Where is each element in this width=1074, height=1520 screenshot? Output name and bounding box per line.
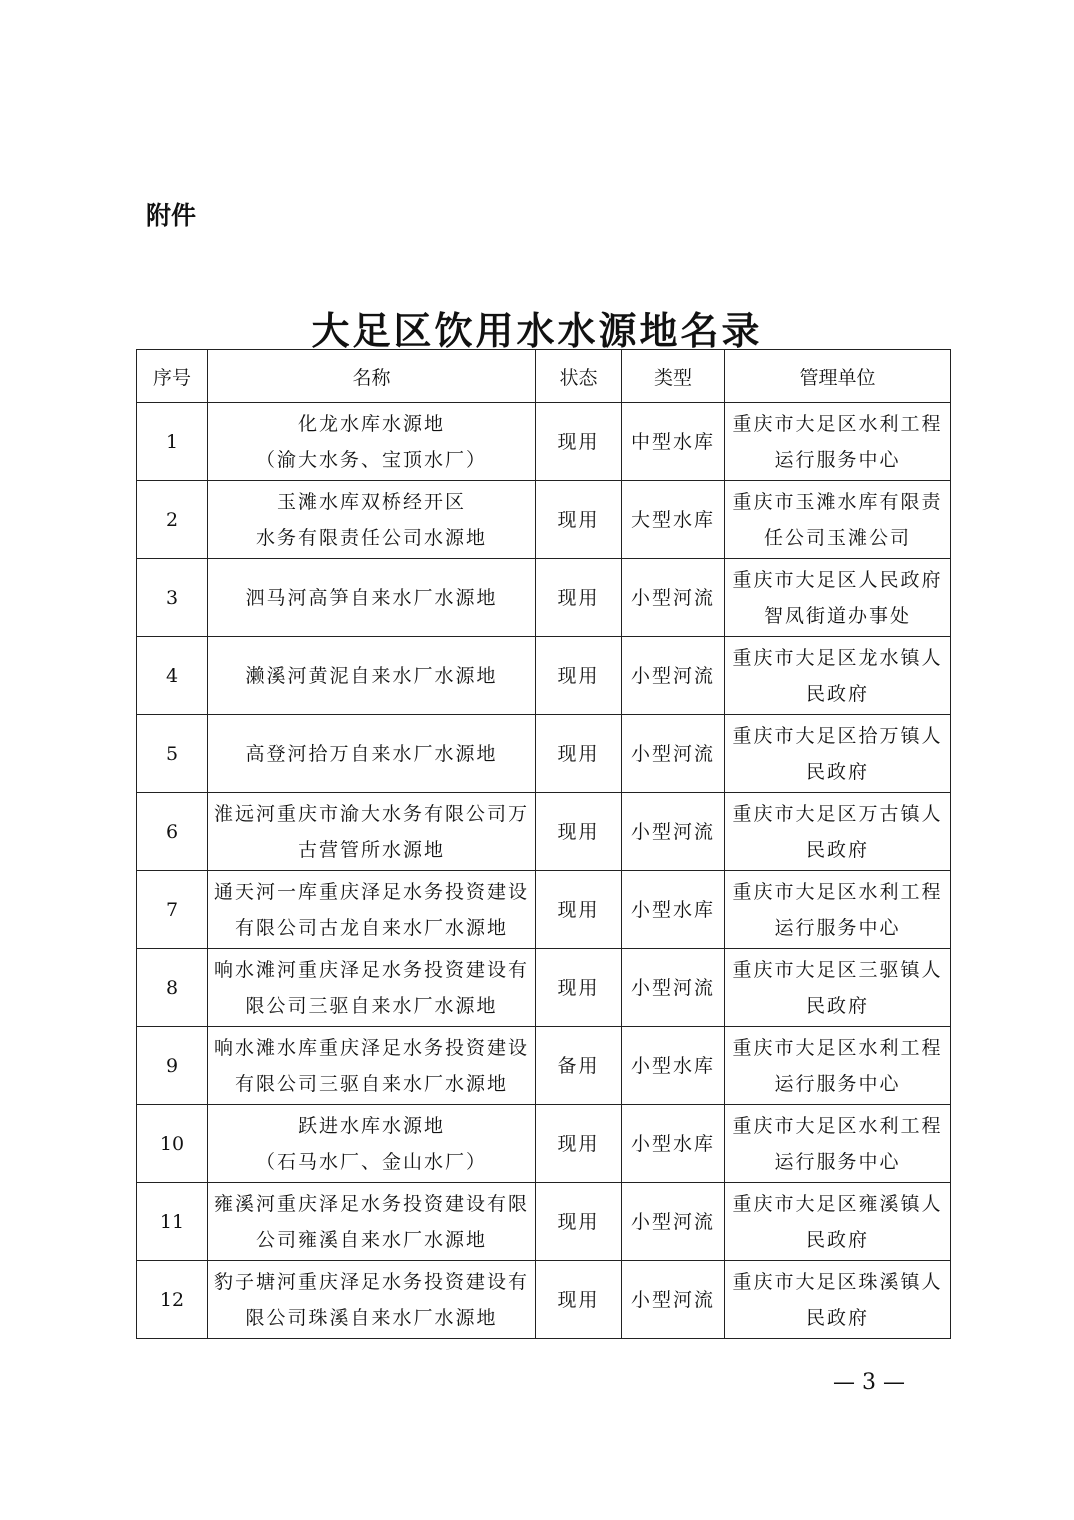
unit-line: 民政府 [805, 1228, 869, 1251]
cell-status: 现用 [536, 403, 622, 481]
cell-index: 6 [137, 793, 208, 871]
cell-status: 现用 [536, 481, 622, 559]
cell-management-unit [725, 793, 951, 871]
cell-status: 备用 [536, 1027, 622, 1105]
name-line: 泗马河高笋自来水厂水源地 [245, 586, 498, 609]
cell-name [208, 637, 536, 715]
cell-name [208, 1183, 536, 1261]
table-row [137, 1027, 951, 1105]
cell-index: 3 [137, 559, 208, 637]
unit-line: 运行服务中心 [774, 1072, 901, 1095]
cell-management-unit [725, 949, 951, 1027]
unit-line: 民政府 [805, 682, 869, 705]
header-type: 类型 [622, 350, 725, 403]
unit-line: 运行服务中心 [774, 916, 901, 939]
cell-management-unit [725, 1105, 951, 1183]
name-line: 有限公司古龙自来水厂水源地 [234, 916, 508, 939]
unit-line: 民政府 [805, 838, 869, 861]
unit-line: 重庆市大足区人民政府 [732, 568, 943, 591]
table-row [137, 949, 951, 1027]
cell-management-unit [725, 871, 951, 949]
cell-index: 8 [137, 949, 208, 1027]
cell-type: 小型水库 [622, 871, 725, 949]
cell-type: 小型河流 [622, 793, 725, 871]
cell-management-unit [725, 715, 951, 793]
cell-status: 现用 [536, 949, 622, 1027]
name-line: 公司雍溪自来水厂水源地 [255, 1228, 487, 1251]
name-line: 淮远河重庆市渝大水务有限公司万 [213, 802, 529, 825]
cell-type: 中型水库 [622, 403, 725, 481]
unit-line: 重庆市大足区水利工程 [732, 880, 943, 903]
cell-management-unit [725, 1027, 951, 1105]
cell-name [208, 1261, 536, 1339]
cell-management-unit [725, 637, 951, 715]
unit-line: 重庆市大足区水利工程 [732, 1114, 943, 1137]
cell-name [208, 481, 536, 559]
cell-name [208, 871, 536, 949]
cell-management-unit [725, 1261, 951, 1339]
cell-type: 小型水库 [622, 1027, 725, 1105]
cell-type: 小型河流 [622, 1261, 725, 1339]
name-line: （渝大水务、宝顶水厂） [255, 448, 487, 471]
name-line: 限公司珠溪自来水厂水源地 [245, 1306, 498, 1329]
unit-line: 民政府 [805, 994, 869, 1017]
table-row [137, 1105, 951, 1183]
name-line: 化龙水库水源地 [297, 412, 445, 435]
cell-index: 7 [137, 871, 208, 949]
cell-management-unit [725, 1183, 951, 1261]
cell-index: 5 [137, 715, 208, 793]
cell-management-unit [725, 559, 951, 637]
cell-type: 小型河流 [622, 637, 725, 715]
cell-management-unit [725, 403, 951, 481]
name-line: 濑溪河黄泥自来水厂水源地 [245, 664, 498, 687]
header-status: 状态 [536, 350, 622, 403]
cell-name [208, 715, 536, 793]
name-line: 雍溪河重庆泽足水务投资建设有限 [213, 1192, 529, 1215]
name-line: （石马水厂、金山水厂） [255, 1150, 487, 1173]
cell-index: 11 [137, 1183, 208, 1261]
cell-type: 小型河流 [622, 1183, 725, 1261]
unit-line: 重庆市大足区水利工程 [732, 1036, 943, 1059]
cell-name [208, 793, 536, 871]
table-row [137, 1183, 951, 1261]
cell-status: 现用 [536, 637, 622, 715]
name-line: 有限公司三驱自来水厂水源地 [234, 1072, 508, 1095]
cell-status: 现用 [536, 715, 622, 793]
name-line: 响水滩水库重庆泽足水务投资建设 [213, 1036, 529, 1059]
unit-line: 任公司玉滩公司 [763, 526, 911, 549]
unit-line: 重庆市大足区万古镇人 [732, 802, 943, 825]
table-row [137, 403, 951, 481]
cell-name [208, 559, 536, 637]
unit-line: 运行服务中心 [774, 448, 901, 471]
cell-type: 大型水库 [622, 481, 725, 559]
table-header-row [137, 350, 951, 403]
header-index: 序号 [137, 350, 208, 403]
cell-type: 小型河流 [622, 949, 725, 1027]
table-row [137, 871, 951, 949]
table-body [137, 403, 951, 1339]
cell-status: 现用 [536, 1261, 622, 1339]
cell-status: 现用 [536, 1105, 622, 1183]
table-row [137, 715, 951, 793]
name-line: 豹子塘河重庆泽足水务投资建设有 [213, 1270, 529, 1293]
name-line: 水务有限责任公司水源地 [255, 526, 487, 549]
name-line: 高登河拾万自来水厂水源地 [245, 742, 498, 765]
cell-management-unit [725, 481, 951, 559]
table-row [137, 1261, 951, 1339]
document-title: 大足区饮用水水源地名录 [311, 308, 763, 353]
unit-line: 重庆市大足区龙水镇人 [732, 646, 943, 669]
page-number: — 3 — [833, 1370, 905, 1395]
header-management-unit: 管理单位 [725, 350, 951, 403]
unit-line: 重庆市大足区水利工程 [732, 412, 943, 435]
unit-line: 智凤街道办事处 [763, 604, 911, 627]
attachment-label: 附件 [146, 201, 197, 230]
cell-type: 小型河流 [622, 715, 725, 793]
cell-status: 现用 [536, 871, 622, 949]
cell-index: 9 [137, 1027, 208, 1105]
cell-index: 1 [137, 403, 208, 481]
cell-name [208, 1105, 536, 1183]
header-name: 名称 [208, 350, 536, 403]
name-line: 限公司三驱自来水厂水源地 [245, 994, 498, 1017]
name-line: 玉滩水库双桥经开区 [276, 490, 466, 513]
name-line: 跃进水库水源地 [297, 1114, 445, 1137]
table-row [137, 793, 951, 871]
unit-line: 重庆市大足区三驱镇人 [732, 958, 943, 981]
name-line: 响水滩河重庆泽足水务投资建设有 [213, 958, 529, 981]
unit-line: 重庆市玉滩水库有限责 [732, 490, 943, 513]
name-line: 通天河一库重庆泽足水务投资建设 [213, 880, 529, 903]
unit-line: 运行服务中心 [774, 1150, 901, 1173]
cell-index: 12 [137, 1261, 208, 1339]
table-row [137, 637, 951, 715]
unit-line: 民政府 [805, 1306, 869, 1329]
cell-index: 10 [137, 1105, 208, 1183]
cell-status: 现用 [536, 1183, 622, 1261]
cell-index: 4 [137, 637, 208, 715]
cell-status: 现用 [536, 793, 622, 871]
unit-line: 重庆市大足区珠溪镇人 [732, 1270, 943, 1293]
unit-line: 民政府 [805, 760, 869, 783]
table-row [137, 559, 951, 637]
name-line: 古营管所水源地 [297, 838, 445, 861]
cell-name [208, 1027, 536, 1105]
unit-line: 重庆市大足区雍溪镇人 [732, 1192, 943, 1215]
cell-name [208, 403, 536, 481]
cell-type: 小型水库 [622, 1105, 725, 1183]
cell-name [208, 949, 536, 1027]
cell-index: 2 [137, 481, 208, 559]
cell-status: 现用 [536, 559, 622, 637]
cell-type: 小型河流 [622, 559, 725, 637]
unit-line: 重庆市大足区拾万镇人 [732, 724, 943, 747]
table-row [137, 481, 951, 559]
water-source-table [136, 349, 951, 1339]
